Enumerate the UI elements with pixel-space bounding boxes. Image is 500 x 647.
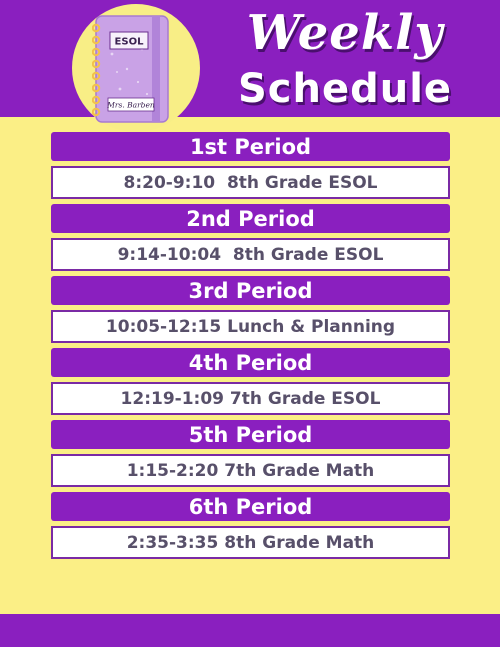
title-weekly: Weekly xyxy=(246,5,444,61)
period-header: 1st Period xyxy=(51,132,450,161)
title-schedule: Schedule xyxy=(237,66,453,112)
period-header: 2nd Period xyxy=(51,204,450,233)
notebook-label: ESOL xyxy=(114,36,144,48)
period-slot: 12:19-1:09 7th Grade ESOL xyxy=(51,382,450,415)
period-header: 5th Period xyxy=(51,420,450,449)
period-slot: 10:05-12:15 Lunch & Planning xyxy=(51,310,450,343)
period-slot: 9:14-10:04 8th Grade ESOL xyxy=(51,238,450,271)
schedule-list xyxy=(51,132,450,564)
notebook-icon xyxy=(92,14,172,126)
period-slot: 8:20-9:10 8th Grade ESOL xyxy=(51,166,450,199)
period-slot: 2:35-3:35 8th Grade Math xyxy=(51,526,450,559)
period-header: 3rd Period xyxy=(51,276,450,305)
notebook-name: Mrs. Barben xyxy=(107,100,155,110)
bottom-banner xyxy=(0,614,500,647)
period-slot: 1:15-2:20 7th Grade Math xyxy=(51,454,450,487)
period-header: 6th Period xyxy=(51,492,450,521)
period-header: 4th Period xyxy=(51,348,450,377)
